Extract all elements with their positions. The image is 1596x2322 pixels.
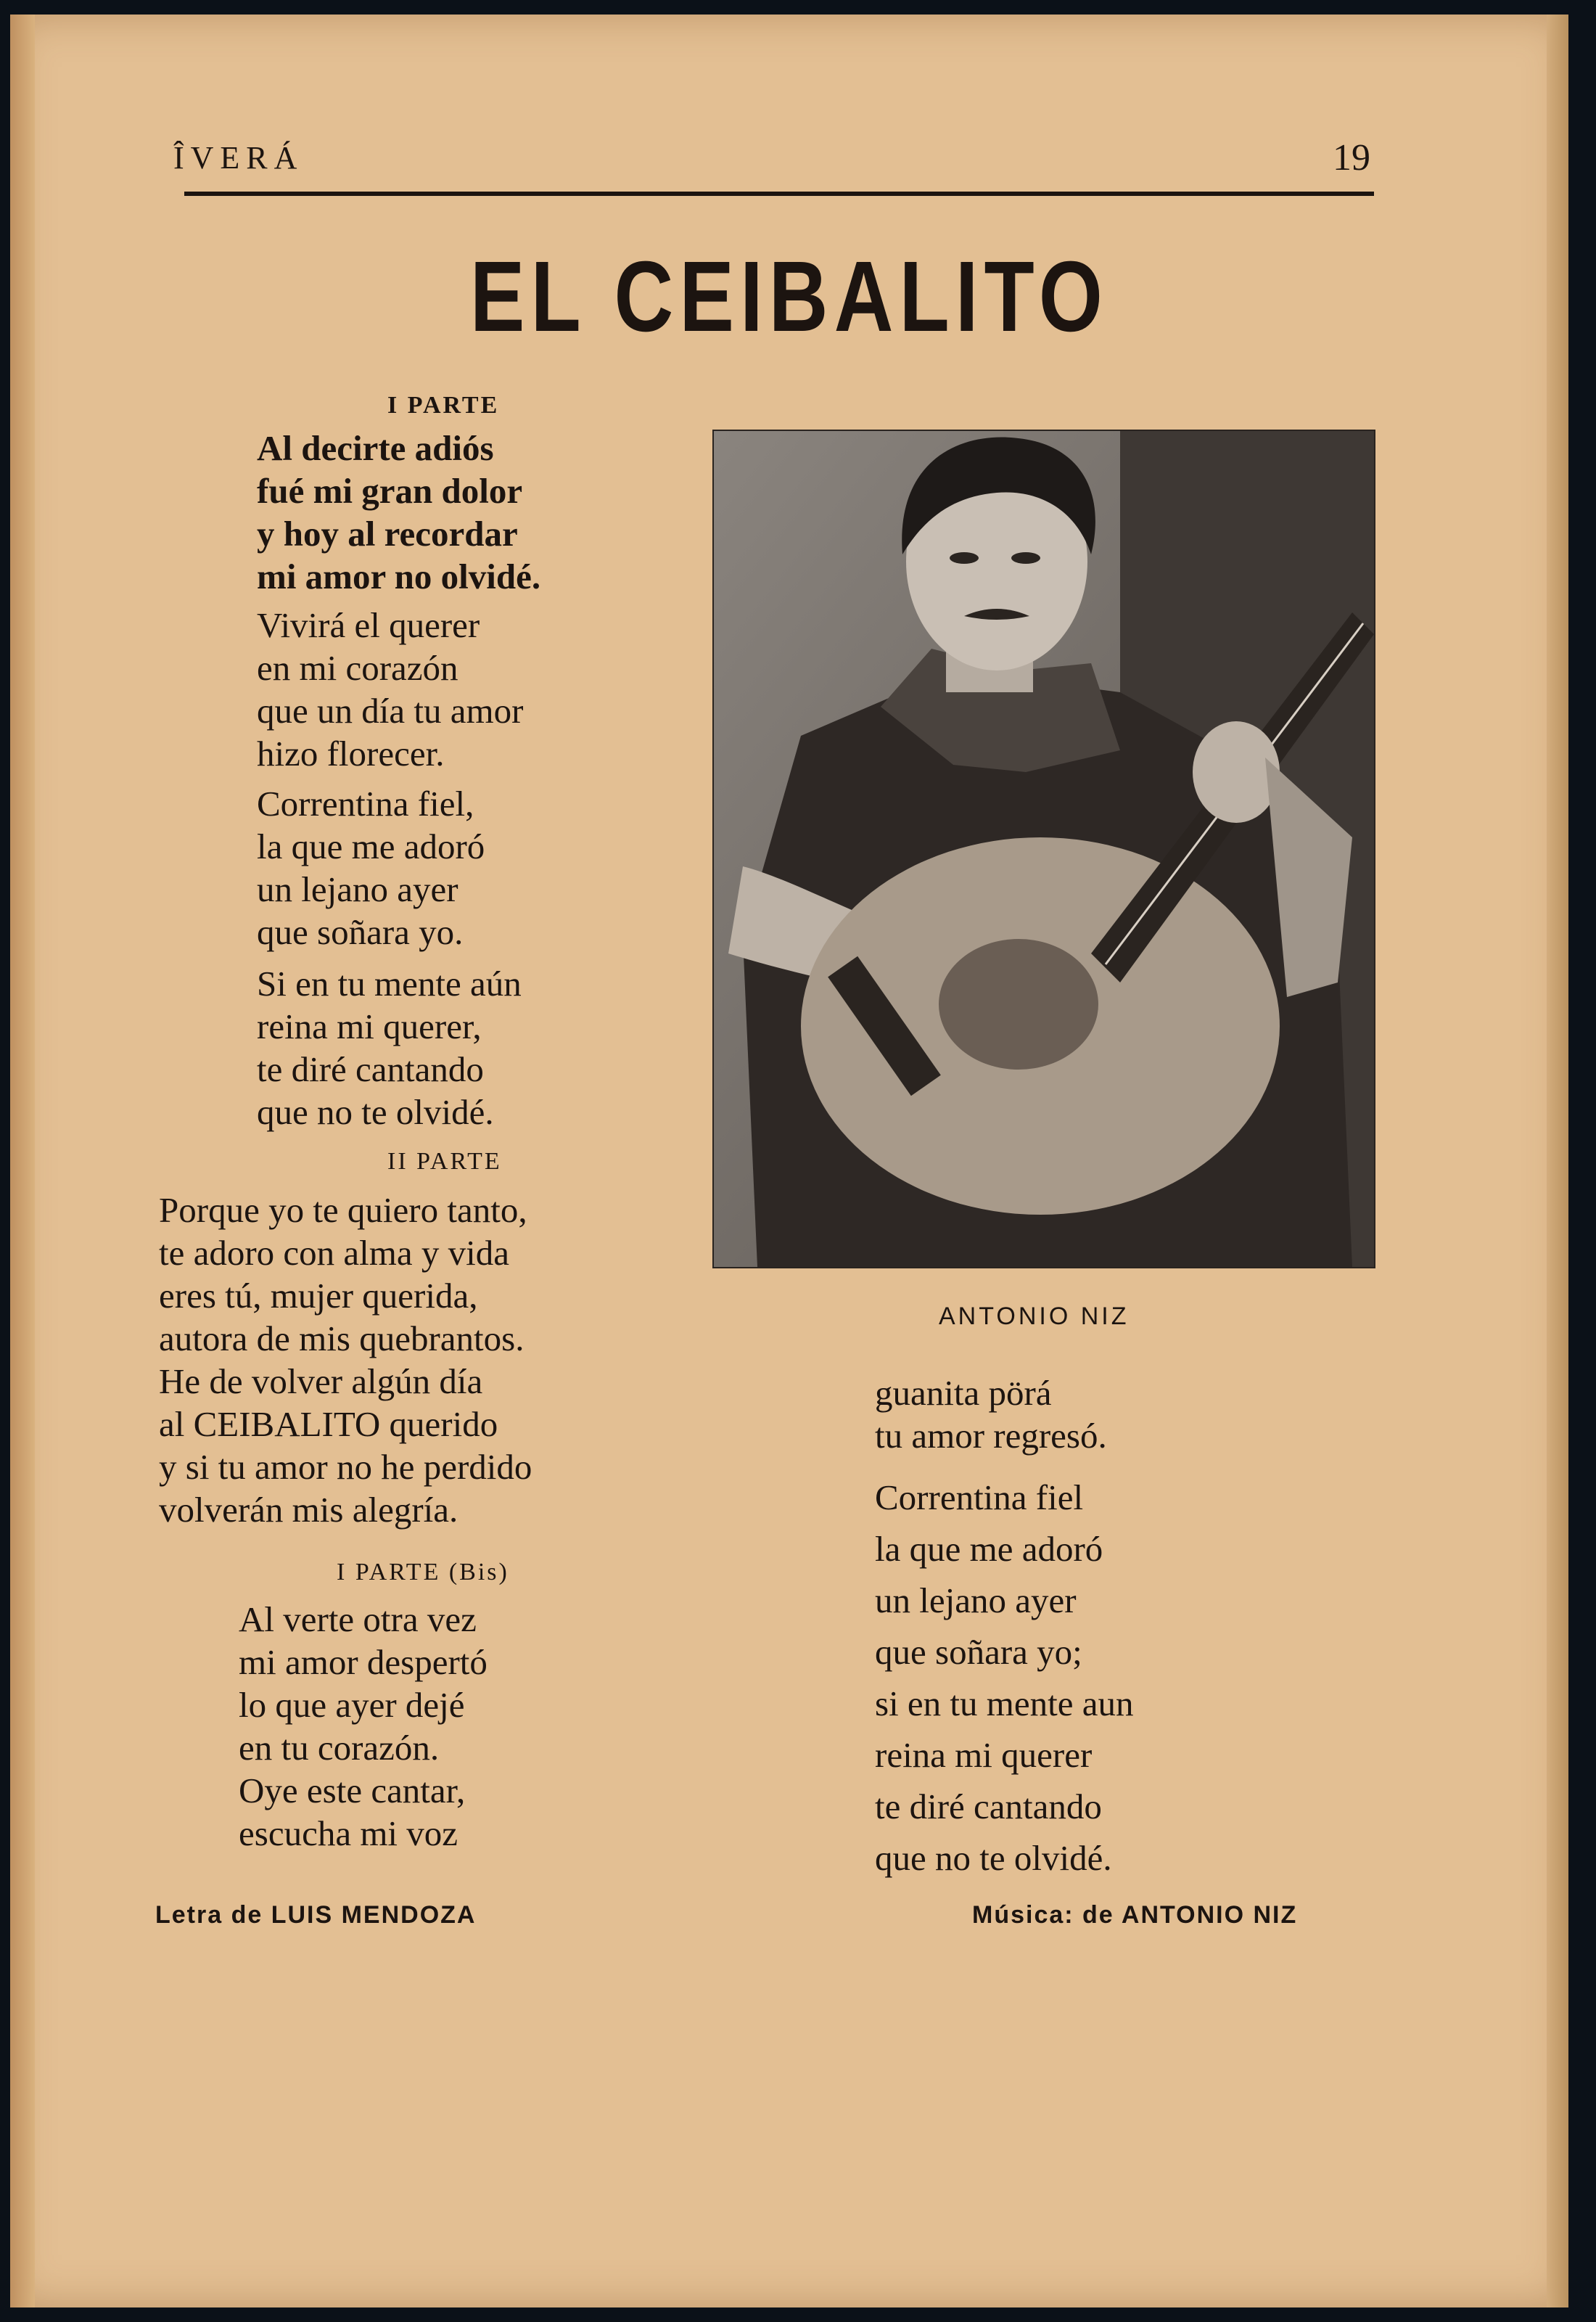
- header-rule: [184, 192, 1374, 196]
- verse-line: fué mi gran dolor: [257, 471, 523, 511]
- verse-line: autora de mis quebrantos.: [159, 1318, 525, 1358]
- lyrics-credit: Letra de LUIS MENDOZA: [155, 1901, 477, 1929]
- verse-line: en tu corazón.: [239, 1728, 440, 1768]
- page-number: 19: [1333, 137, 1370, 179]
- right-stanza-a: [875, 1371, 1107, 1457]
- guitarist-illustration: [714, 431, 1374, 1267]
- verse-line: la que me adoró: [257, 826, 485, 866]
- verse-line: Al decirte adiós: [257, 428, 494, 468]
- verse-line: mi amor no olvidé.: [257, 557, 541, 596]
- verse-line: y hoy al recordar: [257, 514, 518, 554]
- verse-line: Vivirá el querer: [257, 605, 480, 645]
- portrait-photo: [712, 430, 1375, 1268]
- right-stanza-b: [875, 1472, 1134, 1884]
- part1-stanza2: [257, 604, 523, 775]
- verse-line: al CEIBALITO querido: [159, 1404, 498, 1444]
- verse-line: te diré cantando: [875, 1786, 1102, 1826]
- verse-line: te adoro con alma y vida: [159, 1233, 510, 1273]
- journal-name: ÎVERÁ: [173, 140, 304, 176]
- page-edge: [1547, 15, 1568, 2307]
- verse-line: que no te olvidé.: [875, 1838, 1112, 1878]
- part1-stanza4: [257, 962, 522, 1133]
- verse-line: la que me adoró: [875, 1529, 1103, 1569]
- verse-line: en mi corazón: [257, 648, 458, 688]
- verse-line: eres tú, mujer querida,: [159, 1276, 478, 1316]
- verse-line: volverán mis alegría.: [159, 1490, 458, 1530]
- part2-label: II PARTE: [387, 1148, 502, 1175]
- verse-line: que soñara yo;: [875, 1632, 1082, 1672]
- verse-line: te diré cantando: [257, 1049, 484, 1089]
- part1-stanza1: [257, 427, 540, 598]
- verse-line: y si tu amor no he perdido: [159, 1447, 532, 1487]
- music-credit: Música: de ANTONIO NIZ: [972, 1901, 1298, 1929]
- verse-line: si en tu mente aun: [875, 1683, 1134, 1723]
- verse-line: guanita pörá: [875, 1373, 1052, 1413]
- verse-line: escucha mi voz: [239, 1813, 458, 1853]
- verse-line: He de volver algún día: [159, 1361, 483, 1401]
- part1-bis-label: I PARTE (Bis): [337, 1559, 509, 1585]
- verse-line: Si en tu mente aún: [257, 964, 522, 1004]
- verse-line: un lejano ayer: [875, 1580, 1077, 1620]
- part1-label: I PARTE: [387, 392, 500, 419]
- verse-line: que un día tu amor: [257, 691, 524, 731]
- verse-line: tu amor regresó.: [875, 1416, 1107, 1456]
- verse-line: Al verte otra vez: [239, 1599, 477, 1639]
- verse-line: lo que ayer dejé: [239, 1685, 465, 1725]
- verse-line: que no te olvidé.: [257, 1092, 494, 1132]
- photo-caption: ANTONIO NIZ: [939, 1302, 1130, 1330]
- verse-line: un lejano ayer: [257, 869, 458, 909]
- part2-stanza: [159, 1189, 532, 1531]
- page: [10, 15, 1568, 2307]
- verse-line: Oye este cantar,: [239, 1771, 466, 1810]
- verse-line: reina mi querer,: [257, 1006, 482, 1046]
- part1-bis-stanza: [239, 1598, 488, 1855]
- binding-shadow: [10, 15, 35, 2307]
- song-title: EL CEIBALITO: [469, 241, 1109, 353]
- verse-line: mi amor despertó: [239, 1642, 488, 1682]
- verse-line: Correntina fiel,: [257, 784, 474, 824]
- verse-line: hizo florecer.: [257, 734, 445, 774]
- verse-line: que soñara yo.: [257, 912, 464, 952]
- verse-line: Porque yo te quiero tanto,: [159, 1190, 527, 1230]
- verse-line: Correntina fiel: [875, 1477, 1084, 1517]
- part1-stanza3: [257, 782, 485, 953]
- running-header: [173, 139, 1370, 183]
- verse-line: reina mi querer: [875, 1735, 1093, 1775]
